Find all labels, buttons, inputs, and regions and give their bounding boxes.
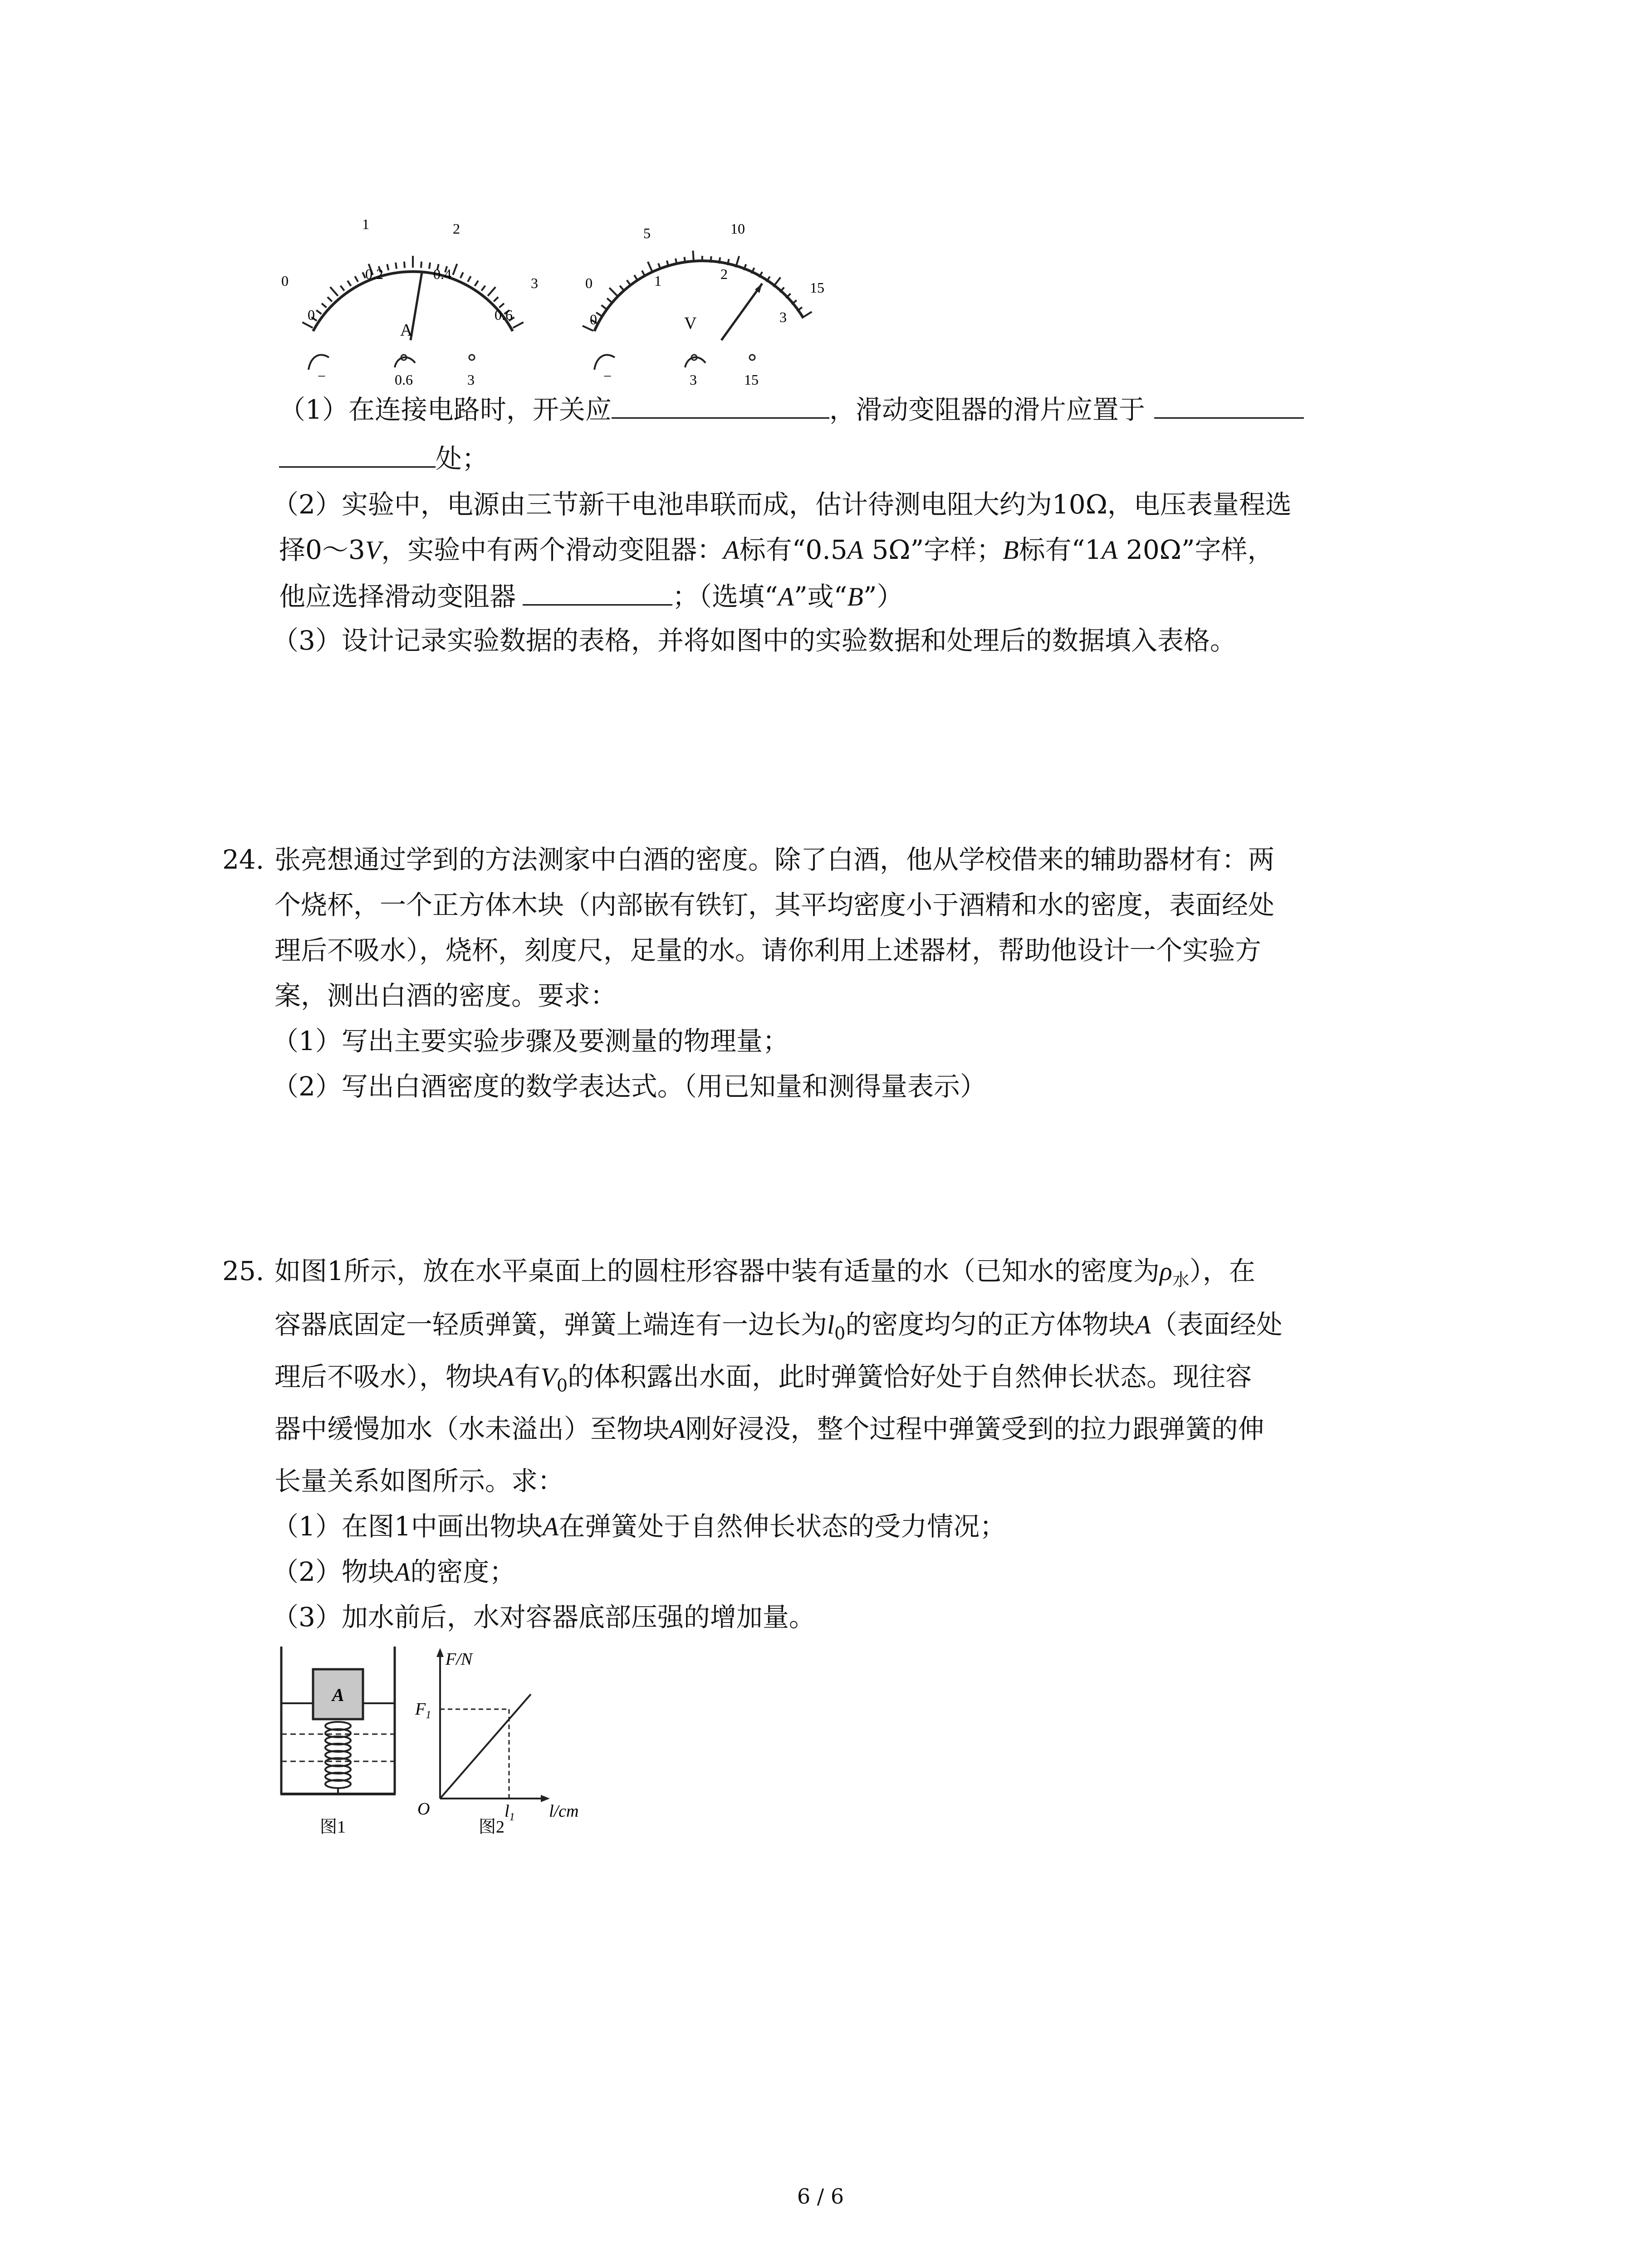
q23-part1-line1: （1）在连接电路时，开关应 ，滑动变阻器的滑片应置于 bbox=[279, 390, 1304, 428]
meter-tick bbox=[322, 303, 327, 308]
meter-tick bbox=[355, 276, 358, 282]
q23-part3: （3）设计记录实验数据的表格，并将如图中的实验数据和处理后的数据填入表格。 bbox=[272, 625, 1236, 656]
voltmeter-upper-15: 15 bbox=[810, 279, 824, 296]
voltmeter-pointer bbox=[721, 284, 762, 340]
figure1-spring bbox=[325, 1722, 351, 1794]
voltmeter-lower-0: 0 bbox=[590, 311, 597, 327]
meter-tick bbox=[302, 322, 313, 327]
meter-tick bbox=[601, 305, 606, 309]
voltmeter-terminal-neg: − bbox=[603, 368, 612, 384]
voltmeter-terminal-15: 15 bbox=[744, 371, 759, 388]
q25-line4: 器中缓慢加水（水未溢出）至物块A刚好浸没，整个过程中弹簧受到的拉力跟弹簧的伸 bbox=[274, 1413, 1264, 1444]
figure2-x-label: l/cm bbox=[549, 1802, 579, 1821]
q23-switch-blank[interactable] bbox=[612, 390, 829, 419]
meter-tick bbox=[488, 287, 495, 296]
q25-line5: 长量关系如图所示。求： bbox=[274, 1466, 564, 1496]
voltmeter-lower-2: 2 bbox=[720, 266, 728, 282]
meter-tick bbox=[404, 262, 405, 268]
meter-tick bbox=[429, 263, 430, 269]
figure1-caption: 图1 bbox=[320, 1818, 346, 1837]
voltmeter-terminal-3: 3 bbox=[690, 371, 697, 388]
q24-line2: 个烧杯，一个正方体木块（内部嵌有铁钉，其平均密度小于酒精和水的密度，表面经处 bbox=[274, 890, 1275, 920]
q24-part2: （2）写出白酒密度的数学表达式。（用已知量和测得量表示） bbox=[272, 1071, 986, 1102]
meter-tick bbox=[475, 281, 478, 286]
meter-tick bbox=[802, 312, 812, 318]
voltmeter-upper-0: 0 bbox=[585, 275, 593, 291]
ammeter-terminal-06: 0.6 bbox=[395, 371, 413, 388]
meter-tick bbox=[396, 263, 397, 269]
page-number: 6 / 6 bbox=[797, 2184, 844, 2209]
voltmeter-upper-5: 5 bbox=[643, 225, 651, 241]
q24-line3: 理后不吸水），烧杯，刻度尺，足量的水。请你利用上述器材，帮助他设计一个实验方 bbox=[274, 935, 1262, 966]
voltmeter-upper-10: 10 bbox=[730, 220, 745, 237]
meter-tick bbox=[513, 322, 524, 327]
meter-tick bbox=[773, 278, 780, 287]
q25-line1: 如图1所示，放在水平桌面上的圆柱形容器中装有适量的水（已知水的密度为$\rho_水$），在 bbox=[274, 1256, 1255, 1290]
ammeter-lower-2: 0.4 bbox=[433, 266, 451, 282]
ammeter-upper-3: 3 bbox=[531, 275, 538, 291]
figure2-graph bbox=[413, 1644, 603, 1844]
q24-number: 24. bbox=[222, 844, 265, 875]
ammeter-lower-1: 0.2 bbox=[365, 266, 383, 282]
meter-tick bbox=[693, 251, 694, 263]
meter-tick bbox=[684, 257, 685, 263]
meter-tick bbox=[676, 259, 677, 265]
q25-number: 25. bbox=[222, 1256, 265, 1286]
meter-tick bbox=[710, 256, 711, 263]
ammeter-terminal-neg: − bbox=[318, 368, 326, 384]
q25-part2: （2）物块A的密度； bbox=[272, 1556, 516, 1587]
q24-line4: 案，测出白酒的密度。要求： bbox=[274, 980, 617, 1011]
q25-part1: （1）在图1中画出物块A在弹簧处于自然伸长状态的受力情况； bbox=[272, 1511, 1006, 1542]
meter-tick bbox=[719, 257, 720, 264]
meter-tick bbox=[481, 286, 485, 291]
ammeter-upper-1: 1 bbox=[362, 216, 369, 232]
voltmeter-lower-1: 1 bbox=[654, 273, 661, 289]
meter-tick bbox=[328, 297, 332, 302]
ammeter-figure bbox=[272, 213, 554, 395]
voltmeter-lower-3: 3 bbox=[779, 309, 787, 325]
q25-line3: 理后不吸水），物块A有$V_0$的体积露出水面，此时弹簧恰好处于自然伸长状态。现往容 bbox=[274, 1361, 1252, 1396]
q23-slider-blank-b[interactable] bbox=[279, 439, 436, 468]
meter-tick bbox=[609, 288, 617, 297]
meter-tick bbox=[460, 272, 463, 278]
meter-tick bbox=[340, 286, 344, 291]
meter-tick bbox=[648, 262, 653, 273]
ammeter-letter: A bbox=[400, 321, 413, 340]
q23-rheostat-blank[interactable] bbox=[523, 577, 672, 606]
meter-tick bbox=[620, 286, 624, 291]
q23-part2-line2: 择0～3V，实验中有两个滑动变阻器：A标有“0.5A 5Ω”字样；B标有“1A 20Ω”字样， bbox=[279, 534, 1274, 565]
figure2-caption: 图2 bbox=[479, 1818, 505, 1837]
meter-tick bbox=[348, 281, 351, 286]
q23-slider-blank-a[interactable] bbox=[1154, 390, 1304, 419]
voltmeter-letter: V bbox=[684, 314, 697, 333]
ammeter-terminal-3: 3 bbox=[467, 371, 475, 388]
meter-tick bbox=[494, 297, 498, 302]
figure2-force-line bbox=[440, 1694, 531, 1799]
meter-tick bbox=[627, 280, 631, 285]
figure1-block-label: A bbox=[332, 1685, 344, 1705]
figure2-y-label: F/N bbox=[446, 1650, 473, 1669]
q25-part3: （3）加水前后，水对容器底部压强的增加量。 bbox=[272, 1602, 815, 1633]
q25-line2: 容器底固定一轻质弹簧，弹簧上端连有一边长为$l_0$的密度均匀的正方体物块A（表面经处 bbox=[274, 1309, 1283, 1344]
meter-tick bbox=[330, 287, 338, 296]
q23-part2-line1: （2）实验中，电源由三节新干电池串联而成，估计待测电阻大约为10Ω，电压表量程选 bbox=[272, 489, 1292, 520]
figure1-container bbox=[272, 1644, 408, 1844]
meter-tick bbox=[387, 264, 388, 270]
ammeter-lower-3: 0.6 bbox=[495, 307, 513, 323]
voltmeter-figure bbox=[576, 213, 857, 395]
meter-tick bbox=[316, 310, 321, 314]
figure2-f1-label: $F_1$ bbox=[415, 1700, 431, 1721]
meter-tick bbox=[468, 276, 471, 282]
figure2-origin: O bbox=[417, 1799, 430, 1818]
meter-tick bbox=[453, 264, 457, 275]
ammeter-lower-0: 0 bbox=[308, 307, 315, 323]
meter-tick bbox=[607, 298, 612, 302]
ammeter-upper-2: 2 bbox=[453, 220, 460, 237]
q23-part1-line2: 处； bbox=[279, 439, 488, 477]
q23-part2-line3: 他应选择滑动变阻器 ；（选填“A”或“B”） bbox=[279, 577, 903, 615]
q24-line1: 张亮想通过学到的方法测家中白酒的密度。除了白酒，他从学校借来的辅助器材有：两 bbox=[274, 844, 1275, 875]
q24-part1: （1）写出主要实验步骤及要测量的物理量； bbox=[272, 1026, 789, 1056]
figure2-l1-label: $l_1$ bbox=[505, 1802, 515, 1823]
ammeter-upper-0: 0 bbox=[281, 273, 289, 289]
